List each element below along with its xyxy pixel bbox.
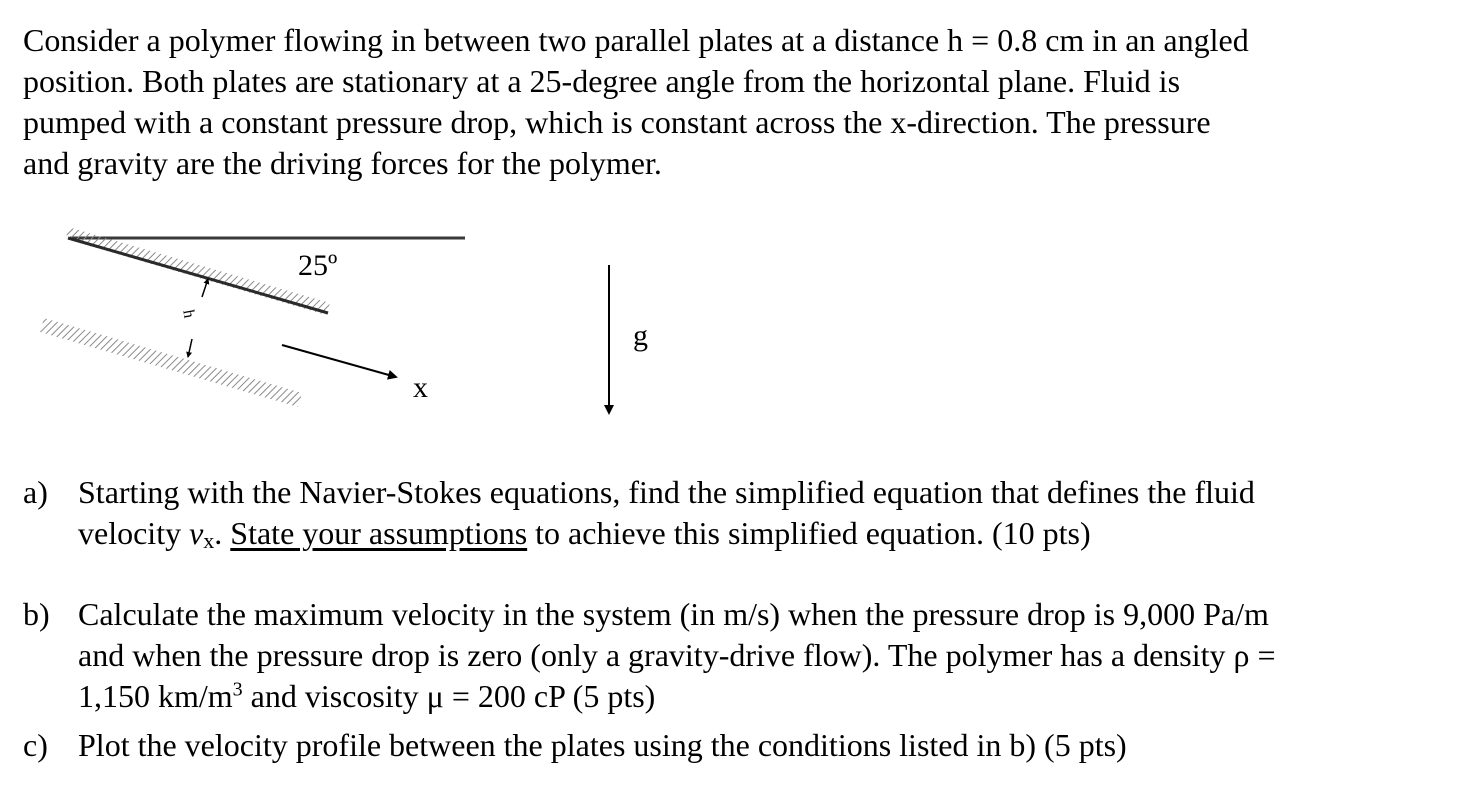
question-b-marker: b) xyxy=(23,596,50,632)
plates-diagram xyxy=(0,195,700,435)
gap-label: h xyxy=(179,308,198,320)
cubed-superscript: 3 xyxy=(232,678,243,701)
question-c xyxy=(23,725,1127,766)
plates-diagram-svg xyxy=(0,195,700,435)
question-a-text: to achieve this simplified equation. (10 pts) xyxy=(527,515,1091,551)
gap-arrow-up xyxy=(202,279,208,297)
question-a-marker: a) xyxy=(23,474,48,510)
question-a xyxy=(23,472,1255,557)
question-b-text: and viscosity μ = 200 cP (5 pts) xyxy=(242,678,656,714)
x-direction-arrow xyxy=(282,345,396,377)
problem-statement-line: and gravity are the driving forces for the polymer. xyxy=(23,145,662,181)
gravity-label: g xyxy=(633,319,648,352)
question-b-line: and when the pressure drop is zero (only a gravity-drive flow). The polymer has a density ρ = xyxy=(78,637,1276,673)
question-c-line: Plot the velocity profile between the plates using the conditions listed in b) (5 pts) xyxy=(78,727,1127,763)
question-b-line xyxy=(23,676,1276,717)
question-a-line: Starting with the Navier-Stokes equations, find the simplified equation that defines the fluid xyxy=(78,474,1255,510)
question-a-text: velocity xyxy=(78,515,190,551)
angle-label: 25º xyxy=(298,249,338,282)
x-axis-label: x xyxy=(413,371,428,404)
lower-plate xyxy=(40,318,302,407)
problem-statement xyxy=(23,20,1443,184)
question-b xyxy=(23,594,1276,717)
assumptions-emphasis: State your assumptions xyxy=(230,515,528,551)
velocity-subscript: x xyxy=(203,528,215,553)
question-a-text: . xyxy=(214,515,231,551)
question-b-line: Calculate the maximum velocity in the system (in m/s) when the pressure drop is 9,000 Pa/m xyxy=(78,596,1269,632)
gap-arrow-down xyxy=(188,339,192,357)
upper-plate xyxy=(66,227,330,315)
velocity-variable xyxy=(189,515,214,551)
question-c-marker: c) xyxy=(23,727,48,763)
question-b-text: 1,150 km/m xyxy=(78,678,233,714)
problem-statement-line: Consider a polymer flowing in between two parallel plates at a distance h = 0.8 cm in an angled xyxy=(23,22,1249,58)
problem-statement-line: pumped with a constant pressure drop, which is constant across the x-direction. The pressure xyxy=(23,104,1211,140)
problem-statement-line: position. Both plates are stationary at a 25-degree angle from the horizontal plane. Fluid is xyxy=(23,63,1181,99)
velocity-symbol: v xyxy=(189,515,204,551)
question-a-line xyxy=(23,513,1255,557)
